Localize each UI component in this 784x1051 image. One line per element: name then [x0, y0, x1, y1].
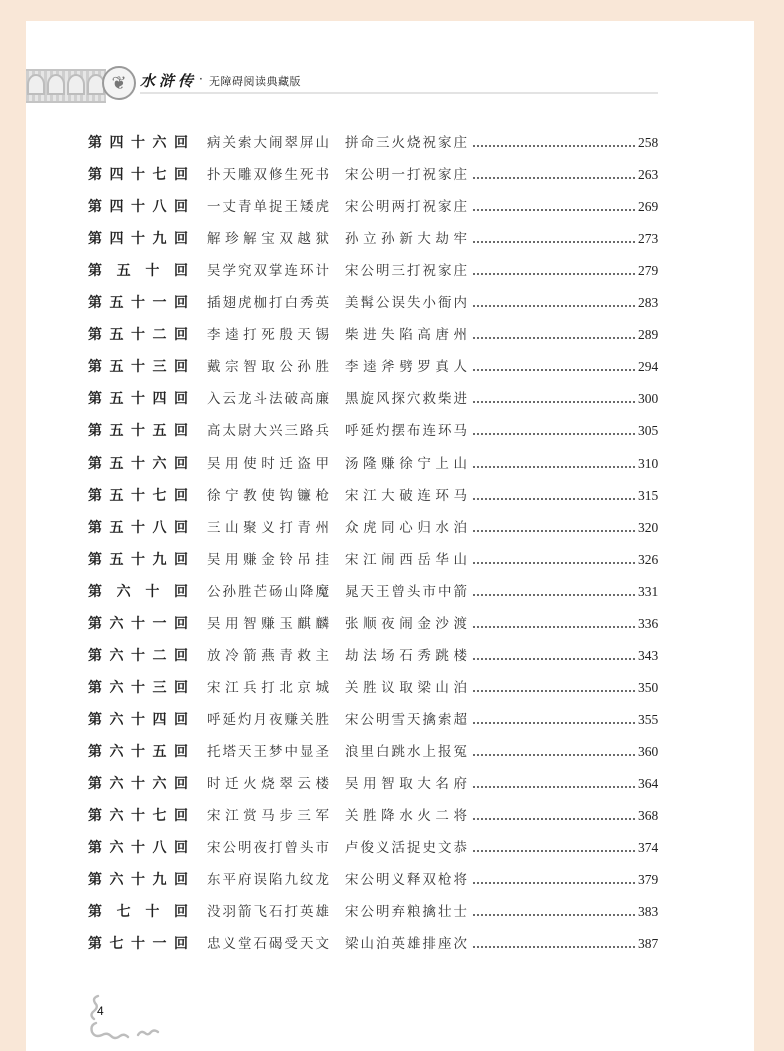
toc-entry[interactable]: [88, 549, 668, 571]
chapter-title-second-line: 卢 俊 义 活 捉 史 文 恭: [345, 840, 467, 857]
toc-page-number: 355: [638, 711, 659, 727]
toc-entry[interactable]: [88, 741, 668, 763]
chapter-title-second-line: 宋 公 明 一 打 祝 家 庄: [345, 167, 467, 184]
toc-entry[interactable]: [88, 292, 668, 314]
chapter-label: 第 六 十 四 回: [88, 711, 188, 728]
dot-leader: [472, 369, 637, 371]
dot-leader: [472, 466, 637, 468]
dot-leader: [472, 145, 637, 147]
toc-page-number: 273: [638, 231, 659, 247]
chapter-label: 第 六 十 八 回: [88, 840, 188, 857]
dot-leader: [472, 786, 637, 788]
chapter-title-first-line: 放 冷 箭 燕 青 救 主: [207, 647, 329, 664]
toc-entry[interactable]: [88, 933, 668, 955]
dot-leader: [472, 818, 637, 820]
chapter-label: 第 六 十 六 回: [88, 776, 188, 792]
dot-leader: [472, 690, 637, 692]
dot-leader: [472, 658, 637, 660]
decorative-band-icon: [26, 69, 106, 103]
chapter-title-second-line: 宋 江 大 破 连 环 马: [345, 487, 467, 504]
chapter-title-first-line: 吴 学 究 双 掌 连 环 计: [207, 263, 329, 280]
toc-page-number: 350: [638, 679, 659, 695]
chapter-title-second-line: 呼 延 灼 摆 布 连 环 马: [345, 423, 467, 440]
toc-page-number: 320: [638, 519, 659, 535]
chapter-title-second-line: 吴 用 智 取 大 名 府: [345, 776, 467, 792]
chapter-title-first-line: 高 太 尉 大 兴 三 路 兵: [207, 423, 329, 440]
toc-page-number: 360: [638, 743, 659, 759]
chapter-label: 第 六 十 五 回: [88, 743, 188, 760]
toc-page-number: 364: [638, 776, 659, 791]
toc-entry[interactable]: [88, 356, 668, 378]
toc-entry[interactable]: [88, 805, 668, 827]
chapter-title-first-line: 没 羽 箭 飞 石 打 英 雄: [207, 904, 329, 921]
dot-leader: [472, 337, 637, 339]
dot-leader: [472, 241, 637, 243]
chapter-title-second-line: 关 胜 降 水 火 二 将: [345, 808, 467, 825]
chapter-title-second-line: 宋 公 明 两 打 祝 家 庄: [345, 199, 467, 216]
toc-entry[interactable]: [88, 517, 668, 539]
page-number: 4: [97, 1004, 104, 1018]
chapter-label: 第 五 十 六 回: [88, 455, 188, 472]
toc-page-number: 300: [638, 391, 659, 407]
chapter-label: 第 五 十 三 回: [88, 359, 188, 376]
running-header: [26, 51, 754, 101]
chapter-label: 第 五 十 五 回: [88, 423, 188, 440]
scroll-ornament-icon: [64, 993, 174, 1043]
chapter-title-second-line: 劫 法 场 石 秀 跳 楼: [345, 647, 467, 664]
chapter-title-second-line: 宋 公 明 义 释 双 枪 将: [345, 872, 467, 889]
phoenix-medallion-icon: ❦: [102, 66, 136, 100]
header-rule: [140, 92, 658, 94]
chapter-title-first-line: 东 平 府 误 陷 九 纹 龙: [207, 872, 329, 889]
chapter-title-second-line: 汤 隆 赚 徐 宁 上 山: [345, 455, 467, 472]
toc-page-number: 305: [638, 423, 659, 439]
chapter-label: 第 六 十 二 回: [88, 647, 188, 664]
toc-page-number: 263: [638, 167, 659, 183]
toc-entry[interactable]: [88, 260, 668, 282]
edition-subtitle: 无障碍阅读典藏版: [209, 75, 301, 88]
dot-leader: [472, 914, 637, 916]
chapter-title-second-line: 众 虎 同 心 归 水 泊: [345, 519, 467, 536]
dot-leader: [472, 273, 637, 275]
dot-leader: [472, 850, 637, 852]
chapter-title-first-line: 扑 天 雕 双 修 生 死 书: [207, 167, 329, 184]
chapter-label: 第 五 十 回: [88, 263, 188, 280]
toc-page-number: 383: [638, 904, 659, 920]
chapter-label: 第 四 十 八 回: [88, 199, 188, 216]
toc-entry[interactable]: [88, 773, 668, 795]
chapter-title-second-line: 孙 立 孙 新 大 劫 牢: [345, 231, 467, 248]
toc-page-number: 387: [638, 936, 659, 952]
toc-entry[interactable]: [88, 132, 668, 154]
dot-leader: [472, 401, 637, 403]
chapter-label: 第 五 十 八 回: [88, 519, 188, 536]
toc-page-number: 374: [638, 840, 659, 856]
toc-page-number: 289: [638, 327, 659, 343]
toc-page-number: 379: [638, 872, 659, 888]
chapter-title-first-line: 李 逵 打 死 殷 天 锡: [207, 327, 329, 344]
toc-page-number: 279: [638, 263, 659, 279]
chapter-title-second-line: 梁 山 泊 英 雄 排 座 次: [345, 936, 467, 953]
chapter-title-first-line: 时 迁 火 烧 翠 云 楼: [207, 776, 329, 792]
toc-entry[interactable]: [88, 709, 668, 731]
chapter-label: 第 五 十 九 回: [88, 551, 188, 568]
chapter-title-first-line: 吴 用 赚 金 铃 吊 挂: [207, 551, 329, 568]
chapter-label: 第 四 十 九 回: [88, 231, 188, 248]
toc-page-number: 368: [638, 808, 659, 824]
chapter-title-second-line: 宋 江 闹 西 岳 华 山: [345, 551, 467, 568]
toc-page-number: 331: [638, 583, 659, 599]
chapter-title-second-line: 美 髯 公 误 失 小 衙 内: [345, 295, 467, 312]
chapter-title-second-line: 张 顺 夜 闹 金 沙 渡: [345, 615, 467, 632]
chapter-title-first-line: 托 塔 天 王 梦 中 显 圣: [207, 743, 329, 760]
dot-leader: [472, 530, 637, 532]
toc-entry[interactable]: [88, 901, 668, 923]
chapter-title-first-line: 宋 江 兵 打 北 京 城: [207, 679, 329, 696]
chapter-title-second-line: 宋 公 明 弃 粮 擒 壮 士: [345, 904, 467, 921]
chapter-title-first-line: 徐 宁 教 使 钩 镰 枪: [207, 487, 329, 504]
toc-page-number: 326: [638, 551, 659, 567]
chapter-label: 第 六 十 七 回: [88, 808, 188, 825]
chapter-title-second-line: 关 胜 议 取 梁 山 泊: [345, 679, 467, 696]
dot-leader: [472, 594, 637, 596]
chapter-title-first-line: 宋 公 明 夜 打 曾 头 市: [207, 840, 329, 857]
dot-leader: [472, 626, 637, 628]
toc-entry[interactable]: [88, 677, 668, 699]
book-title: 水浒传: [140, 72, 198, 90]
dot-leader: [472, 882, 637, 884]
toc-page-number: 343: [638, 647, 659, 663]
chapter-label: 第 四 十 七 回: [88, 167, 188, 184]
title-separator: ·: [199, 72, 203, 86]
toc-page-number: 258: [638, 135, 659, 150]
chapter-title-first-line: 公 孙 胜 芒 砀 山 降 魔: [207, 583, 329, 600]
chapter-title-first-line: 戴 宗 智 取 公 孙 胜: [207, 359, 329, 376]
chapter-title-second-line: 宋 公 明 三 打 祝 家 庄: [345, 263, 467, 280]
toc-entry[interactable]: [88, 453, 668, 475]
toc-entry[interactable]: [88, 645, 668, 667]
toc-entry[interactable]: [88, 228, 668, 250]
chapter-title-first-line: 吴 用 使 时 迁 盗 甲: [207, 455, 329, 472]
dot-leader: [472, 754, 637, 756]
toc-page-number: 336: [638, 615, 659, 631]
chapter-label: 第 六 十 一 回: [88, 615, 188, 632]
chapter-title-first-line: 病 关 索 大 闹 翠 屏 山: [207, 135, 329, 151]
toc-page-number: 310: [638, 455, 659, 471]
toc-page-number: 283: [638, 295, 659, 311]
chapter-label: 第 五 十 四 回: [88, 391, 188, 408]
chapter-title-first-line: 解 珍 解 宝 双 越 狱: [207, 231, 329, 248]
toc-entry[interactable]: [88, 196, 668, 218]
chapter-label: 第 五 十 二 回: [88, 327, 188, 344]
chapter-title-second-line: 柴 进 失 陷 高 唐 州: [345, 327, 467, 344]
toc-entry[interactable]: [88, 581, 668, 603]
chapter-title-second-line: 李 逵 斧 劈 罗 真 人: [345, 359, 467, 376]
chapter-label: 第 四 十 六 回: [88, 135, 188, 151]
chapter-label: 第 六 十 回: [88, 583, 188, 600]
dot-leader: [472, 498, 637, 500]
chapter-title-first-line: 吴 用 智 赚 玉 麒 麟: [207, 615, 329, 632]
chapter-title-first-line: 一 丈 青 单 捉 王 矮 虎: [207, 199, 329, 216]
toc-entry[interactable]: [88, 164, 668, 186]
chapter-title-second-line: 拼 命 三 火 烧 祝 家 庄: [345, 135, 467, 151]
chapter-title-second-line: 晁 天 王 曾 头 市 中 箭: [345, 583, 467, 600]
chapter-title-first-line: 呼 延 灼 月 夜 赚 关 胜: [207, 711, 329, 728]
chapter-title-first-line: 入 云 龙 斗 法 破 高 廉: [207, 391, 329, 408]
chapter-title-second-line: 宋 公 明 雪 天 擒 索 超: [345, 711, 467, 728]
toc-entry[interactable]: [88, 613, 668, 635]
toc-page-number: 294: [638, 359, 659, 375]
dot-leader: [472, 946, 637, 948]
toc-entry[interactable]: [88, 837, 668, 859]
chapter-label: 第 六 十 九 回: [88, 872, 188, 889]
chapter-title-first-line: 插 翅 虎 枷 打 白 秀 英: [207, 295, 329, 312]
toc-entry[interactable]: [88, 388, 668, 410]
chapter-title-second-line: 浪 里 白 跳 水 上 报 冤: [345, 743, 467, 760]
chapter-title-second-line: 黑 旋 风 探 穴 救 柴 进: [345, 391, 467, 408]
dot-leader: [472, 562, 637, 564]
dot-leader: [472, 722, 637, 724]
toc-entry[interactable]: [88, 485, 668, 507]
toc-entry[interactable]: [88, 324, 668, 346]
toc-entry[interactable]: [88, 869, 668, 891]
toc-page-number: 269: [638, 199, 659, 215]
toc-page-number: 315: [638, 487, 659, 503]
dot-leader: [472, 305, 637, 307]
chapter-title-first-line: 宋 江 赏 马 步 三 军: [207, 808, 329, 825]
dot-leader: [472, 177, 637, 179]
dot-leader: [472, 209, 637, 211]
dot-leader: [472, 433, 637, 435]
book-page: [26, 21, 754, 1051]
chapter-label: 第 七 十 一 回: [88, 936, 188, 953]
chapter-label: 第 七 十 回: [88, 904, 188, 921]
chapter-label: 第 五 十 一 回: [88, 295, 188, 312]
toc-entry[interactable]: [88, 420, 668, 442]
chapter-title-first-line: 三 山 聚 义 打 青 州: [207, 519, 329, 536]
chapter-label: 第 五 十 七 回: [88, 487, 188, 504]
chapter-label: 第 六 十 三 回: [88, 679, 188, 696]
chapter-title-first-line: 忠 义 堂 石 碣 受 天 文: [207, 936, 329, 953]
